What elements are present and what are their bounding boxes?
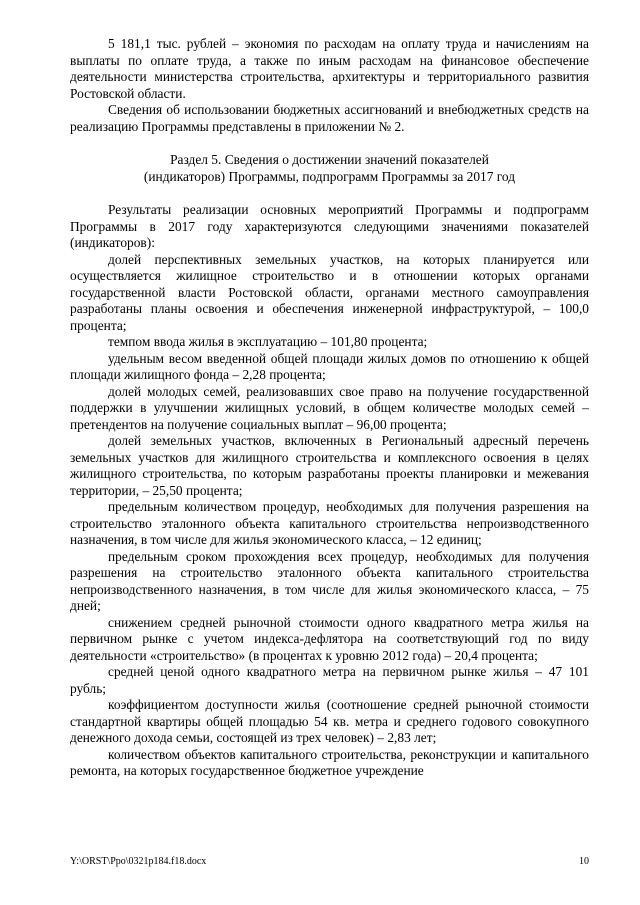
paragraph-results-intro: Результаты реализации основных мероприятий Программы и подпрограмм Программы в 2017 году характеризуются следующими значениями показателей (индикаторов): [70, 202, 589, 250]
indicator-young-families-share: долей молодых семей, реализовавших свое право на получение государственной поддержки в улучшении жилищных условий, в общем количестве молодых семей – претендентов на получение социальных выплат – 96,00 процента; [70, 383, 589, 432]
indicator-land-plots-share: долей перспективных земельных участков, на которых планируется или осуществляется жилищное строительство и в отношении которых органами государственной власти Ростовской области, органами местного самоуправления разработаны планы освоения и обеспечения инженерной инфраструктурой, – 100,0 процента; [70, 251, 589, 333]
section-heading-line-1: Раздел 5. Сведения о достижении значений показателей [170, 152, 489, 167]
document-body [70, 36, 589, 780]
indicator-price-reduction: снижением средней рыночной стоимости одного квадратного метра жилья на первичном рынке с учетом индекса-дефлятора на соответствующий год по виду деятельности «строительство» (в процентах к уровню 2012 года) – 20,4 процента; [70, 614, 589, 663]
indicator-average-price: средней ценой одного квадратного метра на первичном рынке жилья – 47 101 рубль; [70, 664, 589, 696]
section-heading [70, 152, 589, 185]
indicator-living-area-share: удельным весом введенной общей площади жилых домов по отношению к общей площади жилищного фонда – 2,28 процента; [70, 350, 589, 382]
paragraph-appendix-reference: Сведения об использовании бюджетных ассигнований и внебюджетных средств на реализацию Программы представлены в приложении № 2. [70, 102, 589, 134]
page-number: 10 [579, 856, 589, 867]
indicator-affordability-coefficient: коэффициентом доступности жилья (соотношение средней рыночной стоимости стандартной квартиры общей площадью 54 кв. метра и среднего годового совокупного денежного дохода семьи, состоящей из трех человек) – 2,83 лет; [70, 697, 589, 745]
indicator-procedures-duration: предельным сроком прохождения всех процедур, необходимых для получения разрешения на строительство эталонного объекта капитального строительства непроизводственного назначения, в том числе для жилья экономического класса, – 75 дней; [70, 548, 589, 613]
indicator-procedures-count: предельным количеством процедур, необходимых для получения разрешения на строительство эталонного объекта капитального строительства непроизводственного назначения, в том числе для жилья экономического класса, – 12 единиц; [70, 499, 589, 547]
indicator-construction-objects-count: количеством объектов капитального строительства, реконструкции и капитального ремонта, на которых государственное бюджетное учреждение [70, 746, 589, 778]
file-path: Y:\ORST\Ppo\0321p184.f18.docx [70, 856, 207, 867]
indicator-regional-register-plots: долей земельных участков, включенных в Региональный адресный перечень земельных участков для жилищного строительства и комплексного освоения в целях жилищного строительства, по которым разработаны проекты планировки и межевания территории, – 25,50 процента; [70, 433, 589, 498]
section-heading-line-2: (индикаторов) Программы, подпрограмм Программы за 2017 год [143, 168, 516, 184]
paragraph-economy: 5 181,1 тыс. рублей – экономия по расходам на оплату труда и начислениям на выплаты по оплате труда, а также по иным расходам на финансовое обеспечение деятельности министерства строительства, архитектуры и территориального развития Ростовской области. [70, 36, 589, 101]
indicator-housing-commissioning-rate: темпом ввода жилья в эксплуатацию – 101,80 процента; [108, 334, 428, 349]
